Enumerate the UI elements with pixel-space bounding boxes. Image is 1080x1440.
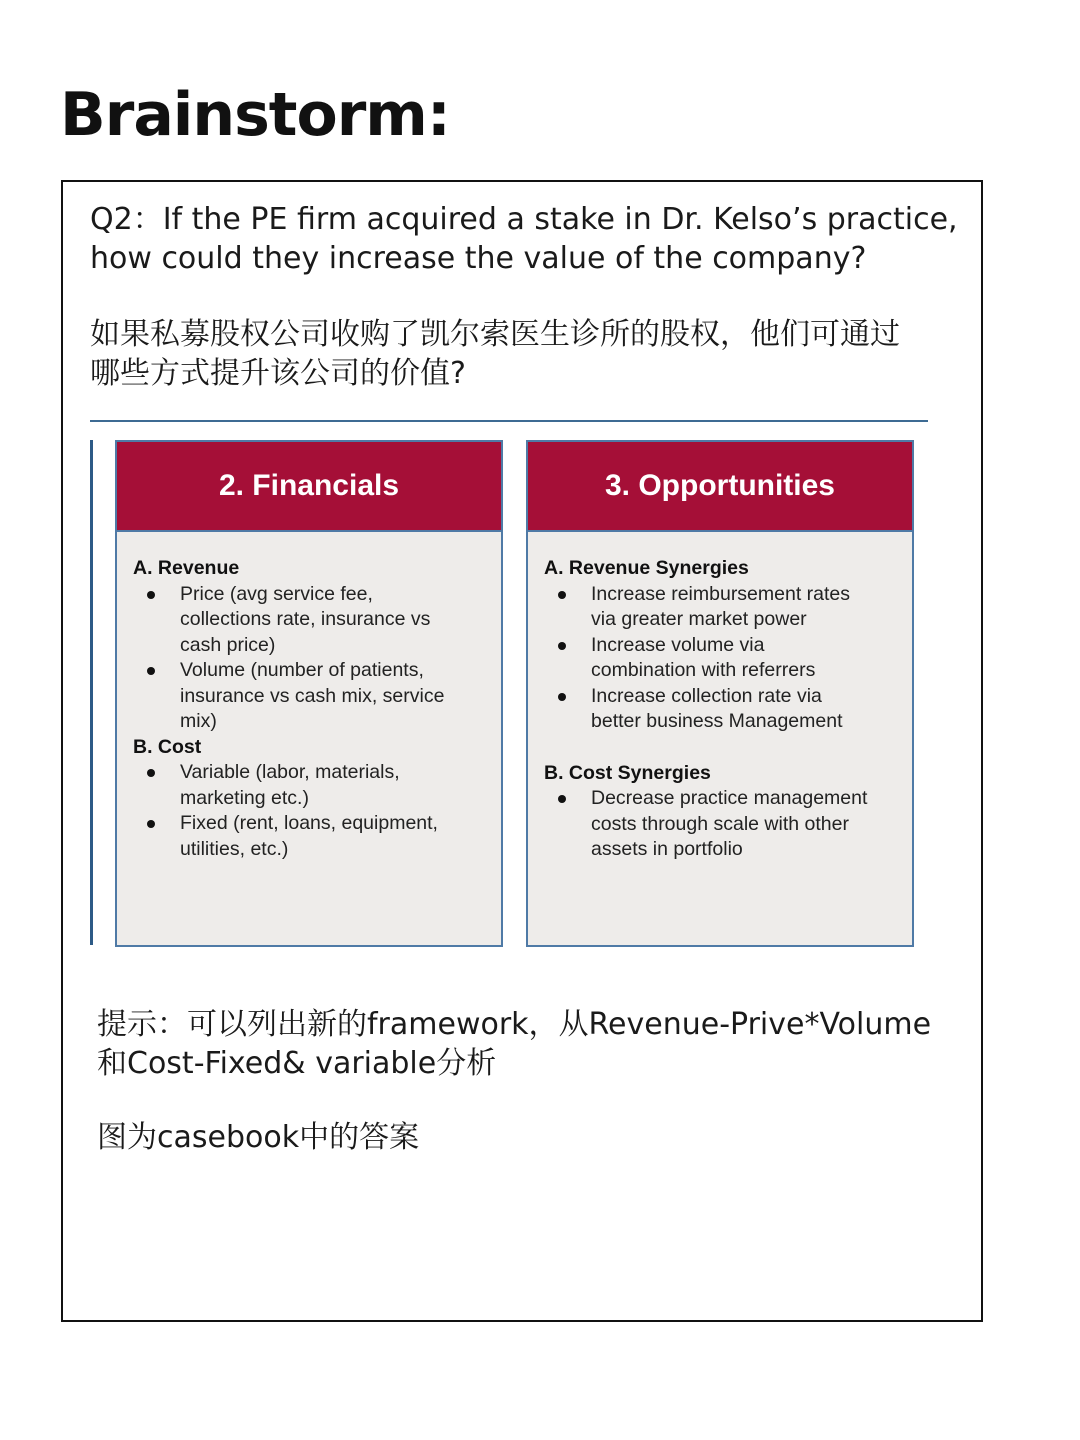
- revenue-synergies-list: [544, 582, 902, 735]
- financials-section-heading: B. Cost: [133, 735, 202, 758]
- financials-revenue-list: [133, 582, 491, 735]
- question-chinese-line: 哪些方式提升该公司的价值?: [90, 356, 466, 391]
- question-chinese-line: 如果私募股权公司收购了凯尔索医生诊所的股权，他们可通过: [90, 317, 900, 352]
- hint-text: [97, 1005, 967, 1083]
- question-english-line: how could they increase the value of the company?: [90, 241, 867, 276]
- opportunities-section-heading: B. Cost Synergies: [544, 761, 711, 784]
- bullet-item: Increase reimbursement rates via greater market power: [544, 582, 902, 633]
- figure-left-edge: [90, 440, 93, 945]
- bullet-item: Fixed (rent, loans, equipment, utilities, etc.): [133, 811, 491, 862]
- bullet-item: Price (avg service fee, collections rate, insurance vs cash price): [133, 582, 491, 659]
- divider-line: [90, 420, 928, 422]
- hint-line: 和Cost-Fixed& variable分析: [97, 1046, 497, 1081]
- hint-line: 提示：可以列出新的framework，从Revenue-Prive*Volume: [97, 1007, 932, 1042]
- question-chinese: [90, 315, 960, 393]
- question-english-line: Q2：If the PE firm acquired a stake in Dr. Kelso’s practice,: [90, 202, 958, 237]
- opportunities-card: [526, 440, 914, 947]
- bullet-item: Increase volume via combination with referrers: [544, 633, 902, 684]
- opportunities-card-title: 3. Opportunities: [528, 442, 912, 532]
- bullet-item: Volume (number of patients, insurance vs cash mix, service mix): [133, 658, 491, 735]
- opportunities-section-heading: A. Revenue Synergies: [544, 557, 749, 579]
- financials-cost-list: [133, 760, 491, 862]
- bullet-item: Variable (labor, materials, marketing etc.): [133, 760, 491, 811]
- financials-card: [115, 440, 503, 947]
- bullet-item: Decrease practice management costs through scale with other assets in portfolio: [544, 786, 902, 863]
- bullet-item: Increase collection rate via better business Management: [544, 684, 902, 735]
- question-english: [90, 200, 970, 278]
- financials-section-heading: A. Revenue: [133, 557, 240, 579]
- financials-card-title: 2. Financials: [117, 442, 501, 532]
- cost-synergies-list: [544, 786, 902, 863]
- page-title: Brainstorm:: [60, 80, 450, 150]
- source-note: 图为casebook中的答案: [97, 1120, 420, 1155]
